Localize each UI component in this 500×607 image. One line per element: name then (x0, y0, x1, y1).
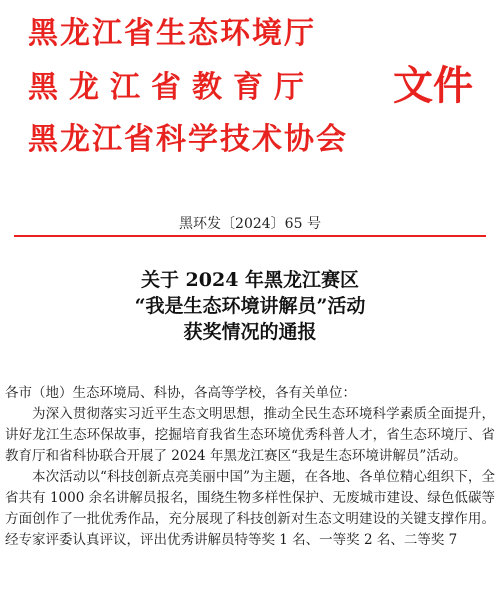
red-divider (14, 235, 486, 237)
body-paragraph-2: 本次活动以“科技创新点亮美丽中国”为主题，在各地、各单位精心组织下，全省共有 1000 余名讲解员报名，围绕生物多样性保护、无废城市建设、绿色低碳等方面创作了一批优秀作品，充分展现了科技创新对生态文明建设的关键支撑作用。经专家评委认真评议，评出优秀讲解员特等奖 1 名、一等奖 2 名、二等奖 7 (5, 469, 495, 548)
red-header (28, 10, 478, 160)
document-body (5, 383, 495, 551)
issuer-ecology-department: 黑龙江省生态环境厅 (28, 16, 316, 51)
issuer-education-department: 黑龙江省教育厅 (28, 70, 315, 105)
document-number: 黑环发〔2024〕65 号 (179, 216, 321, 232)
title-line-3: 获奖情况的通报 (183, 321, 317, 343)
title-line-1: 关于 2024 年黑龙江赛区 (140, 269, 360, 291)
document-title (0, 267, 500, 345)
issuer-science-association: 黑龙江省科学技术协会 (28, 122, 348, 157)
document-word: 文件 (393, 63, 473, 109)
body-paragraph-1: 为深入贯彻落实习近平生态文明思想，推动全民生态环境科学素质全面提升，讲好龙江生态环保故事，挖掘培育我省生态环境优秀科普人才，省生态环境厅、省教育厅和省科协联合开展了 2024 年黑龙江赛区“我是生态环境讲解员”活动。 (5, 406, 495, 464)
title-line-2: “我是生态环境讲解员”活动 (134, 295, 366, 317)
salutation: 各市（地）生态环境局、科协，各高等学校，各有关单位： (5, 385, 356, 401)
